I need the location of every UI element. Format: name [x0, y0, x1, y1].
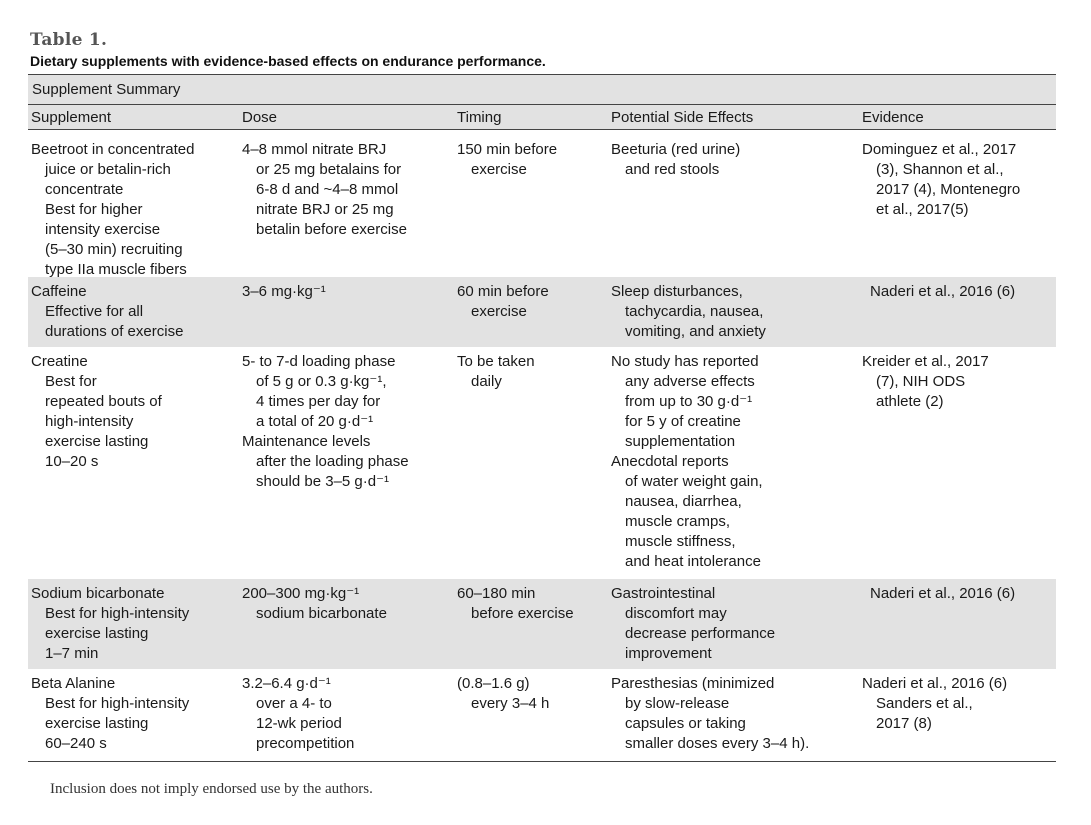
cell-line: Best for high-intensity [45, 605, 190, 622]
cell-side-effects [611, 140, 862, 277]
cell-line: Beetroot in concentrated [31, 141, 195, 158]
cell-line: and heat intolerance [625, 553, 761, 570]
cell-evidence [862, 140, 1056, 277]
column-header-supplement: Supplement [31, 108, 112, 126]
cell-line: 60 min before [457, 283, 549, 300]
cell-side-effects [611, 674, 862, 761]
table-footnote: Inclusion does not imply endorsed use by the authors. [50, 781, 373, 797]
cell-line: Paresthesias (minimized [611, 675, 775, 692]
cell-line: should be 3–5 g·d⁻¹ [256, 473, 390, 490]
cell-line: discomfort may [625, 605, 727, 622]
cell-line: et al., 2017(5) [876, 201, 969, 218]
cell-line: 60–180 min [457, 585, 536, 602]
cell-line: 2017 (8) [876, 715, 932, 732]
cell-side-effects [611, 352, 862, 579]
cell-line: 5- to 7-d loading phase [242, 353, 396, 370]
cell-line: Beta Alanine [31, 675, 116, 692]
cell-line: intensity exercise [45, 221, 161, 238]
cell-line: smaller doses every 3–4 h). [625, 735, 810, 752]
cell-line: (3), Shannon et al., [876, 161, 1004, 178]
cell-line: 200–300 mg·kg⁻¹ [242, 585, 360, 602]
cell-line: concentrate [45, 181, 124, 198]
cell-line: Best for [45, 373, 97, 390]
cell-line: precompetition [256, 735, 355, 752]
cell-line: type IIa muscle fibers [45, 261, 187, 278]
cell-evidence [862, 282, 1056, 347]
cell-line: Maintenance levels [242, 433, 371, 450]
table-label: Table 1. [30, 30, 108, 50]
cell-line: 6-8 d and ~4–8 mmol [256, 181, 399, 198]
cell-dose [242, 140, 457, 277]
cell-line: over a 4- to [256, 695, 332, 712]
cell-line: Sanders et al., [876, 695, 973, 712]
cell-line: Effective for all [45, 303, 144, 320]
cell-line: sodium bicarbonate [256, 605, 387, 622]
cell-line: and red stools [625, 161, 720, 178]
cell-timing [457, 140, 611, 277]
cell-line: supplementation [625, 433, 736, 450]
cell-line: athlete (2) [876, 393, 944, 410]
cell-line: Creatine [31, 353, 88, 370]
column-header-dose: Dose [242, 108, 278, 126]
column-header-timing: Timing [457, 108, 502, 126]
cell-line: exercise lasting [45, 433, 149, 450]
cell-evidence [862, 674, 1056, 761]
cell-line: 4–8 mmol nitrate BRJ [242, 141, 387, 158]
cell-line: 150 min before [457, 141, 558, 158]
cell-line: exercise lasting [45, 625, 149, 642]
cell-line: To be taken [457, 353, 535, 370]
cell-line: high-intensity [45, 413, 134, 430]
cell-line: betalin before exercise [256, 221, 407, 238]
cell-line: 10–20 s [45, 453, 99, 470]
table-body [28, 130, 1056, 762]
summary-label: Supplement Summary [32, 81, 181, 98]
cell-line: (5–30 min) recruiting [45, 241, 183, 258]
cell-line: before exercise [471, 605, 574, 622]
cell-dose [242, 674, 457, 761]
cell-line: Sleep disturbances, [611, 283, 743, 300]
cell-side-effects [611, 282, 862, 347]
cell-dose [242, 352, 457, 579]
cell-line: Dominguez et al., 2017 [862, 141, 1017, 158]
cell-line: after the loading phase [256, 453, 409, 470]
cell-line: muscle stiffness, [625, 533, 736, 550]
cell-side-effects [611, 584, 862, 669]
cell-dose [242, 282, 457, 347]
cell-line: decrease performance [625, 625, 776, 642]
cell-line: repeated bouts of [45, 393, 162, 410]
cell-line: exercise [471, 303, 527, 320]
cell-line: (0.8–1.6 g) [457, 675, 530, 692]
cell-supplement [28, 282, 242, 347]
cell-supplement [28, 140, 242, 277]
column-header-evidence: Evidence [862, 108, 924, 126]
cell-line: of 5 g or 0.3 g·kg⁻¹, [256, 373, 387, 390]
cell-line: Kreider et al., 2017 [862, 353, 989, 370]
column-header-side-effects: Potential Side Effects [611, 108, 754, 126]
cell-line: durations of exercise [45, 323, 184, 340]
cell-timing [457, 282, 611, 347]
cell-line: of water weight gain, [625, 473, 763, 490]
cell-evidence [862, 352, 1056, 579]
cell-line: 3.2–6.4 g·d⁻¹ [242, 675, 331, 692]
cell-line: Beeturia (red urine) [611, 141, 741, 158]
cell-line: Gastrointestinal [611, 585, 716, 602]
column-header-row [28, 105, 1056, 130]
cell-line: Anecdotal reports [611, 453, 729, 470]
cell-timing [457, 352, 611, 579]
cell-supplement [28, 674, 242, 761]
cell-line: 1–7 min [45, 645, 99, 662]
cell-line: daily [471, 373, 502, 390]
table-row [28, 669, 1056, 762]
cell-line: exercise [471, 161, 527, 178]
cell-line: any adverse effects [625, 373, 755, 390]
cell-line: 60–240 s [45, 735, 107, 752]
table-row [28, 130, 1056, 277]
cell-line: a total of 20 g·d⁻¹ [256, 413, 374, 430]
cell-line: 3–6 mg·kg⁻¹ [242, 283, 326, 300]
cell-line: tachycardia, nausea, [625, 303, 764, 320]
cell-line: No study has reported [611, 353, 759, 370]
cell-line: for 5 y of creatine [625, 413, 741, 430]
cell-evidence [862, 584, 1056, 669]
cell-line: Naderi et al., 2016 (6) [862, 675, 1008, 692]
cell-line: (7), NIH ODS [876, 373, 966, 390]
cell-line: vomiting, and anxiety [625, 323, 766, 340]
cell-line: juice or betalin-rich [45, 161, 171, 178]
table-title: Dietary supplements with evidence-based effects on endurance performance. [30, 53, 546, 69]
cell-line: Best for high-intensity [45, 695, 190, 712]
cell-line: capsules or taking [625, 715, 746, 732]
table-row [28, 277, 1056, 347]
cell-line: by slow-release [625, 695, 730, 712]
cell-line: nitrate BRJ or 25 mg [256, 201, 394, 218]
cell-line: or 25 mg betalains for [256, 161, 402, 178]
cell-line: improvement [625, 645, 712, 662]
cell-timing [457, 674, 611, 761]
summary-header [28, 75, 1056, 105]
cell-line: 4 times per day for [256, 393, 381, 410]
cell-line: 2017 (4), Montenegro [876, 181, 1021, 198]
table-row [28, 347, 1056, 579]
cell-supplement [28, 584, 242, 669]
cell-line: from up to 30 g·d⁻¹ [625, 393, 753, 410]
cell-line: Naderi et al., 2016 (6) [870, 585, 1016, 602]
cell-line: muscle cramps, [625, 513, 731, 530]
cell-line: every 3–4 h [471, 695, 550, 712]
cell-line: Sodium bicarbonate [31, 585, 165, 602]
table-row [28, 579, 1056, 669]
cell-line: exercise lasting [45, 715, 149, 732]
supplement-table [28, 74, 1056, 762]
cell-timing [457, 584, 611, 669]
cell-line: 12-wk period [256, 715, 342, 732]
table-caption [30, 30, 546, 69]
cell-line: Caffeine [31, 283, 87, 300]
cell-line: nausea, diarrhea, [625, 493, 742, 510]
cell-line: Naderi et al., 2016 (6) [870, 283, 1016, 300]
cell-dose [242, 584, 457, 669]
cell-supplement [28, 352, 242, 579]
cell-line: Best for higher [45, 201, 143, 218]
